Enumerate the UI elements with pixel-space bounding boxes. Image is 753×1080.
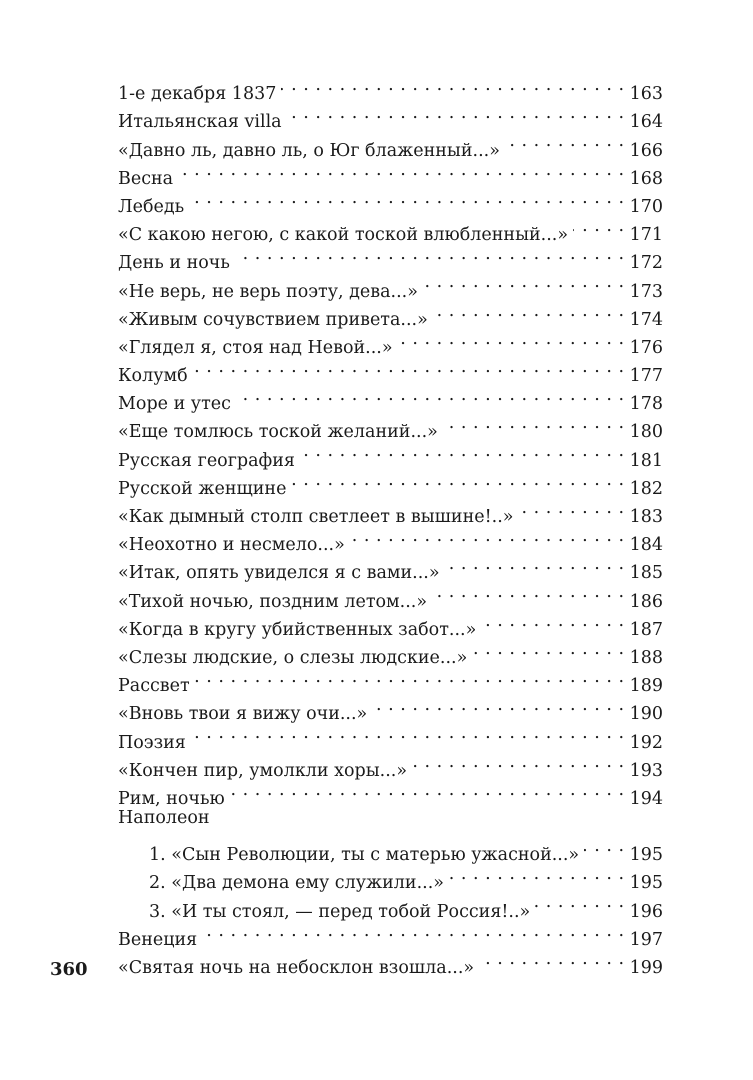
toc-entry-page: 181 <box>629 450 663 471</box>
dot-leader <box>300 437 625 465</box>
toc-entry <box>118 832 663 866</box>
toc-entry-title: «Живым сочувствием привета...» <box>118 309 428 330</box>
dot-leader <box>479 945 625 973</box>
toc-entry-page: 168 <box>629 168 663 189</box>
toc-entry-title: «Еще томлюсь тоской желаний...» <box>118 422 438 443</box>
toc-entry-title: Рассвет <box>118 676 190 697</box>
dot-leader <box>291 466 624 494</box>
toc-entry-title: «Слезы людские, о слезы людские...» <box>118 647 468 668</box>
toc-entry-title: Наполеон <box>118 807 210 828</box>
toc-entry-title: «Кончен пир, умолкли хоры...» <box>118 760 408 781</box>
toc-entry-page: 170 <box>629 196 663 217</box>
toc-entry-title: «Не верь, не верь поэту, дева...» <box>118 281 418 302</box>
dot-leader <box>235 240 625 268</box>
toc-entry-page: 185 <box>629 563 663 584</box>
toc-entry-title: День и ночь <box>118 253 230 274</box>
toc-entry-page: 163 <box>629 84 663 105</box>
dot-leader <box>178 156 624 184</box>
toc-entry-title: Русская география <box>118 450 295 471</box>
dot-leader <box>372 691 624 719</box>
toc-entry-title: «Итак, опять увиделся я с вами...» <box>118 563 440 584</box>
toc-entry-page: 195 <box>629 873 663 894</box>
toc-entry <box>118 184 663 217</box>
dot-leader <box>195 663 625 691</box>
dot-leader <box>481 607 624 635</box>
toc-entry-page: 187 <box>629 619 663 640</box>
toc-entry-page: 182 <box>629 478 663 499</box>
dot-leader <box>535 888 624 916</box>
toc-entry <box>118 691 663 725</box>
dot-leader <box>189 184 624 212</box>
toc-entry-page: 180 <box>629 422 663 443</box>
dot-leader <box>423 268 625 296</box>
dot-leader <box>236 381 625 409</box>
toc-entry <box>118 719 663 753</box>
toc-entry-page: 177 <box>629 366 663 387</box>
toc-entry-title: 3. «И ты стоял, — перед тобой Россия!..» <box>149 901 531 922</box>
dot-leader <box>281 71 624 99</box>
toc-entry-page: 190 <box>629 704 663 725</box>
toc-entry-title: «Тихой ночью, поздним летом...» <box>118 591 428 612</box>
toc-entry-page: 188 <box>629 647 663 668</box>
dot-leader <box>230 776 625 804</box>
toc-entry <box>118 212 663 246</box>
toc-entry-page: 171 <box>629 225 663 246</box>
dot-leader <box>445 550 625 578</box>
toc-entry-title: «Вновь твои я вижу очи...» <box>118 704 368 725</box>
dot-leader <box>433 297 625 325</box>
toc-entry-title: Весна <box>118 168 174 189</box>
toc-entry-title: Венеция <box>118 929 198 950</box>
toc-entry-page: 195 <box>629 845 663 866</box>
toc-entry-page: 199 <box>629 958 663 978</box>
dot-leader <box>432 578 625 606</box>
dot-leader <box>573 212 625 240</box>
dot-leader <box>191 719 625 747</box>
toc-entry-page: 184 <box>629 535 663 556</box>
toc-entry-page: 183 <box>629 507 663 527</box>
dot-leader <box>287 99 625 127</box>
toc-entry-title: Колумб <box>118 366 188 387</box>
dot-leader <box>449 860 625 888</box>
toc-entry <box>118 353 663 387</box>
toc-entry <box>118 663 663 697</box>
table-of-contents <box>118 71 663 978</box>
dot-leader <box>412 748 625 776</box>
toc-entry-page: 178 <box>629 394 663 415</box>
toc-entry-title: Море и утес <box>118 394 231 415</box>
toc-entry-page: 164 <box>629 112 663 133</box>
toc-entry-title: Русской женщине <box>118 478 287 499</box>
toc-entry-title: «Святая ночь на небосклон взошла...» <box>118 958 475 978</box>
toc-entry-title: «Глядел я, стоя над Невой...» <box>118 337 393 358</box>
dot-leader <box>193 353 625 381</box>
toc-entry-title: «Неохотно и несмело...» <box>118 535 345 556</box>
toc-entry-title: «Когда в кругу убийственных забот...» <box>118 619 477 640</box>
toc-entry-title: Итальянская villa <box>118 112 282 133</box>
toc-entry-page: 186 <box>629 591 663 612</box>
toc-entry-page: 193 <box>629 760 663 781</box>
dot-leader <box>472 635 624 663</box>
toc-entry-title: «Давно ль, давно ль, о Юг блаженный...» <box>118 140 500 161</box>
dot-leader <box>443 409 625 437</box>
toc-entry-title: Поэзия <box>118 732 186 753</box>
toc-entry-page: 176 <box>629 337 663 358</box>
toc-entry-page: 194 <box>629 788 663 809</box>
toc-entry-title: «С какою негою, с какой тоской влюбленный...» <box>118 225 569 246</box>
toc-entry-title: «Как дымный столп светлеет в вышине!..» <box>118 507 514 527</box>
toc-entry-page: 173 <box>629 281 663 302</box>
toc-entry <box>118 804 663 832</box>
page-number: 360 <box>50 959 88 980</box>
dot-leader <box>350 522 625 550</box>
toc-entry-title: 1. «Сын Революции, ты с матерью ужасной...» <box>149 845 580 866</box>
toc-entry-title: Рим, ночью <box>118 788 225 809</box>
toc-entry-page: 172 <box>629 253 663 274</box>
toc-entry <box>118 156 663 189</box>
toc-entry-page: 197 <box>629 929 663 950</box>
dot-leader <box>202 917 624 945</box>
toc-entry <box>118 748 663 781</box>
dot-leader <box>505 127 625 155</box>
toc-entry-title: 1-е декабря 1837 <box>118 84 277 105</box>
toc-entry <box>118 381 663 415</box>
toc-entry-page: 192 <box>629 732 663 753</box>
toc-entry-page: 196 <box>629 901 663 922</box>
toc-entry-page: 166 <box>629 140 663 161</box>
dot-leader <box>584 832 624 860</box>
dot-leader <box>518 494 624 522</box>
dot-leader <box>398 325 625 353</box>
toc-entry <box>118 945 663 978</box>
toc-entry <box>118 71 663 105</box>
toc-entry-page: 174 <box>629 309 663 330</box>
toc-entry-title: Лебедь <box>118 196 185 217</box>
toc-entry-page: 189 <box>629 676 663 697</box>
toc-entry-title: 2. «Два демона ему служили...» <box>149 873 444 894</box>
